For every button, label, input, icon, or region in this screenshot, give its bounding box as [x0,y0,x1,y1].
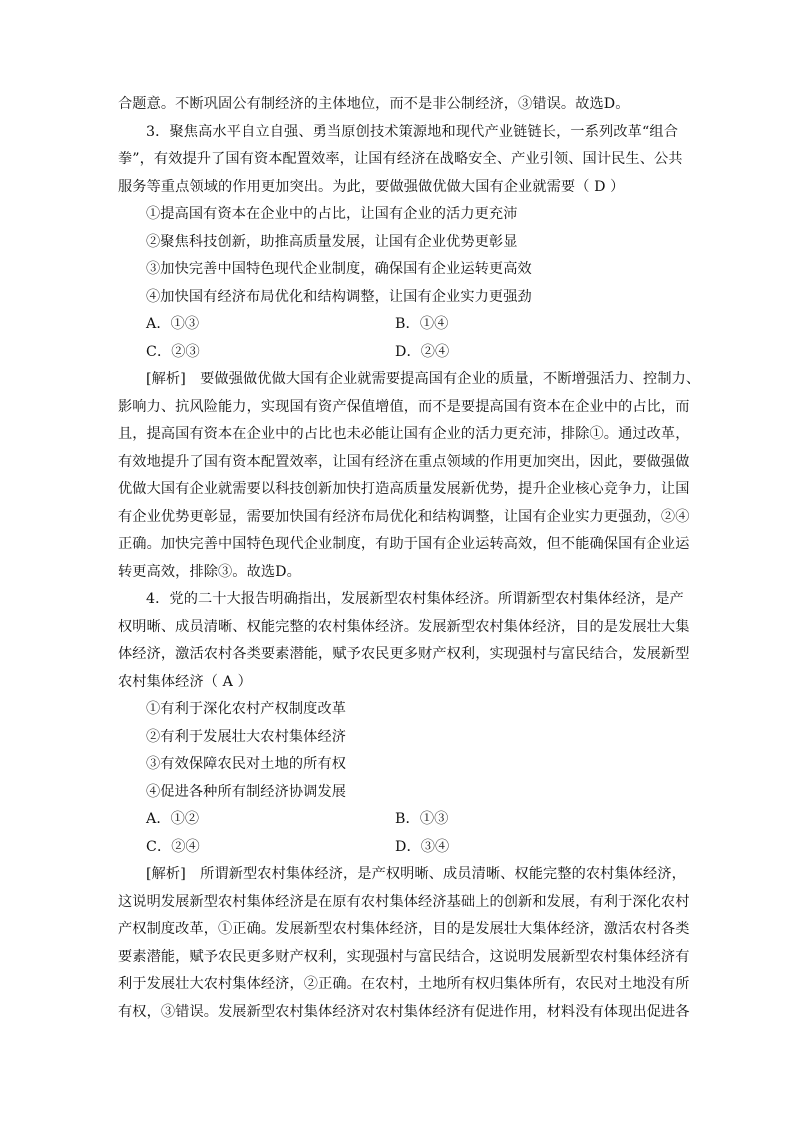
text-line: 有企业优势更彰显，需要加快国有经济布局优化和结构调整，让国有企业实力更强劲，②④ [118,509,690,525]
text-line: 体经济，激活农村各类要素潜能，赋予农民更多财产权利，实现强村与富民结合，发展新型 [118,646,690,662]
statement-2: ②有利于发展壮大农村集体经济 [146,729,347,745]
statement-2: ②聚焦科技创新，助推高质量发展，让国有企业优势更彰显 [146,234,518,250]
text-line: 权明晰、成员清晰、权能完整的农村集体经济。发展新型农村集体经济，目的是发展壮大集 [118,619,690,635]
text-line: 利于发展壮大农村集体经济，②正确。在农村，土地所有权归集体所有，农民对土地没有所 [118,976,690,992]
statement-1: ①有利于深化农村产权制度改革 [146,701,347,717]
analysis-3: [解析] 要做强做优做大国有企业就需要提高国有企业的质量，不断增强活力、控制力、 [146,371,701,387]
text-line: 优做大国有企业就需要以科技创新加快打造高质量发展新优势，提升企业核心竞争力，让国 [118,481,690,497]
option-b: B．①③ [395,811,449,827]
text-line: 有权，③错误。发展新型农村集体经济对农村集体经济有促进作用，材料没有体现出促进各 [118,1004,690,1020]
option-c: C．②④ [146,839,200,855]
text-line: 这说明发展新型农村集体经济是在原有农村集体经济基础上的创新和发展，有利于深化农村 [118,894,690,910]
question-3-stem: 3．聚焦高水平自立自强、勇当原创技术策源地和现代产业链链长，一系列改革“组合 [146,124,678,140]
option-c: C．②③ [146,344,200,360]
option-a: A．①② [146,811,200,827]
analysis-4: [解析] 所谓新型农村集体经济，是产权明晰、成员清晰、权能完整的农村集体经济， [146,866,686,882]
option-d: D．③④ [395,839,450,855]
text-line: 产权制度改革，①正确。发展新型农村集体经济，目的是发展壮大集体经济，激活农村各类 [118,921,690,937]
statement-3: ③有效保障农民对土地的所有权 [146,756,347,772]
text-line: 转更高效，排除③。故选D。 [118,564,301,580]
statement-4: ④促进各种所有制经济协调发展 [146,784,347,800]
text-line: 且，提高国有资本在企业中的占比也未必能让国有企业的活力更充沛，排除①。通过改革， [118,426,690,442]
text-line: 影响力、抗风险能力，实现国有资产保值增值，而不是要提高国有资本在企业中的占比，而 [118,399,690,415]
text-line: 拳”，有效提升了国有资本配置效率，让国有经济在战略安全、产业引领、国计民生、公共 [118,151,683,167]
option-d: D．②④ [395,344,450,360]
option-b: B．①④ [395,316,449,332]
text-line: 合题意。不断巩固公有制经济的主体地位，而不是非公制经济，③错误。故选D。 [118,96,630,112]
text-line: 正确。加快完善中国特色现代企业制度，有助于国有企业运转高效，但不能确保国有企业运 [118,536,690,552]
text-line: 要素潜能，赋予农民更多财产权利，实现强村与富民结合，这说明发展新型农村集体经济有 [118,949,690,965]
text-line: 农村集体经济（ A ） [118,674,252,690]
statement-4: ④加快国有经济布局优化和结构调整，让国有企业实力更强劲 [146,289,532,305]
question-4-stem: 4．党的二十大报告明确指出，发展新型农村集体经济。所谓新型农村集体经济，是产 [146,591,684,607]
option-a: A．①③ [146,316,200,332]
text-line: 服务等重点领域的作用更加突出。为此，要做强做优做大国有企业就需要（ D ） [118,179,625,195]
text-line: 有效地提升了国有资本配置效率，让国有经济在重点领域的作用更加突出，因此，要做强做 [118,454,690,470]
statement-1: ①提高国有资本在企业中的占比，让国有企业的活力更充沛 [146,206,518,222]
statement-3: ③加快完善中国特色现代企业制度，确保国有企业运转更高效 [146,261,532,277]
